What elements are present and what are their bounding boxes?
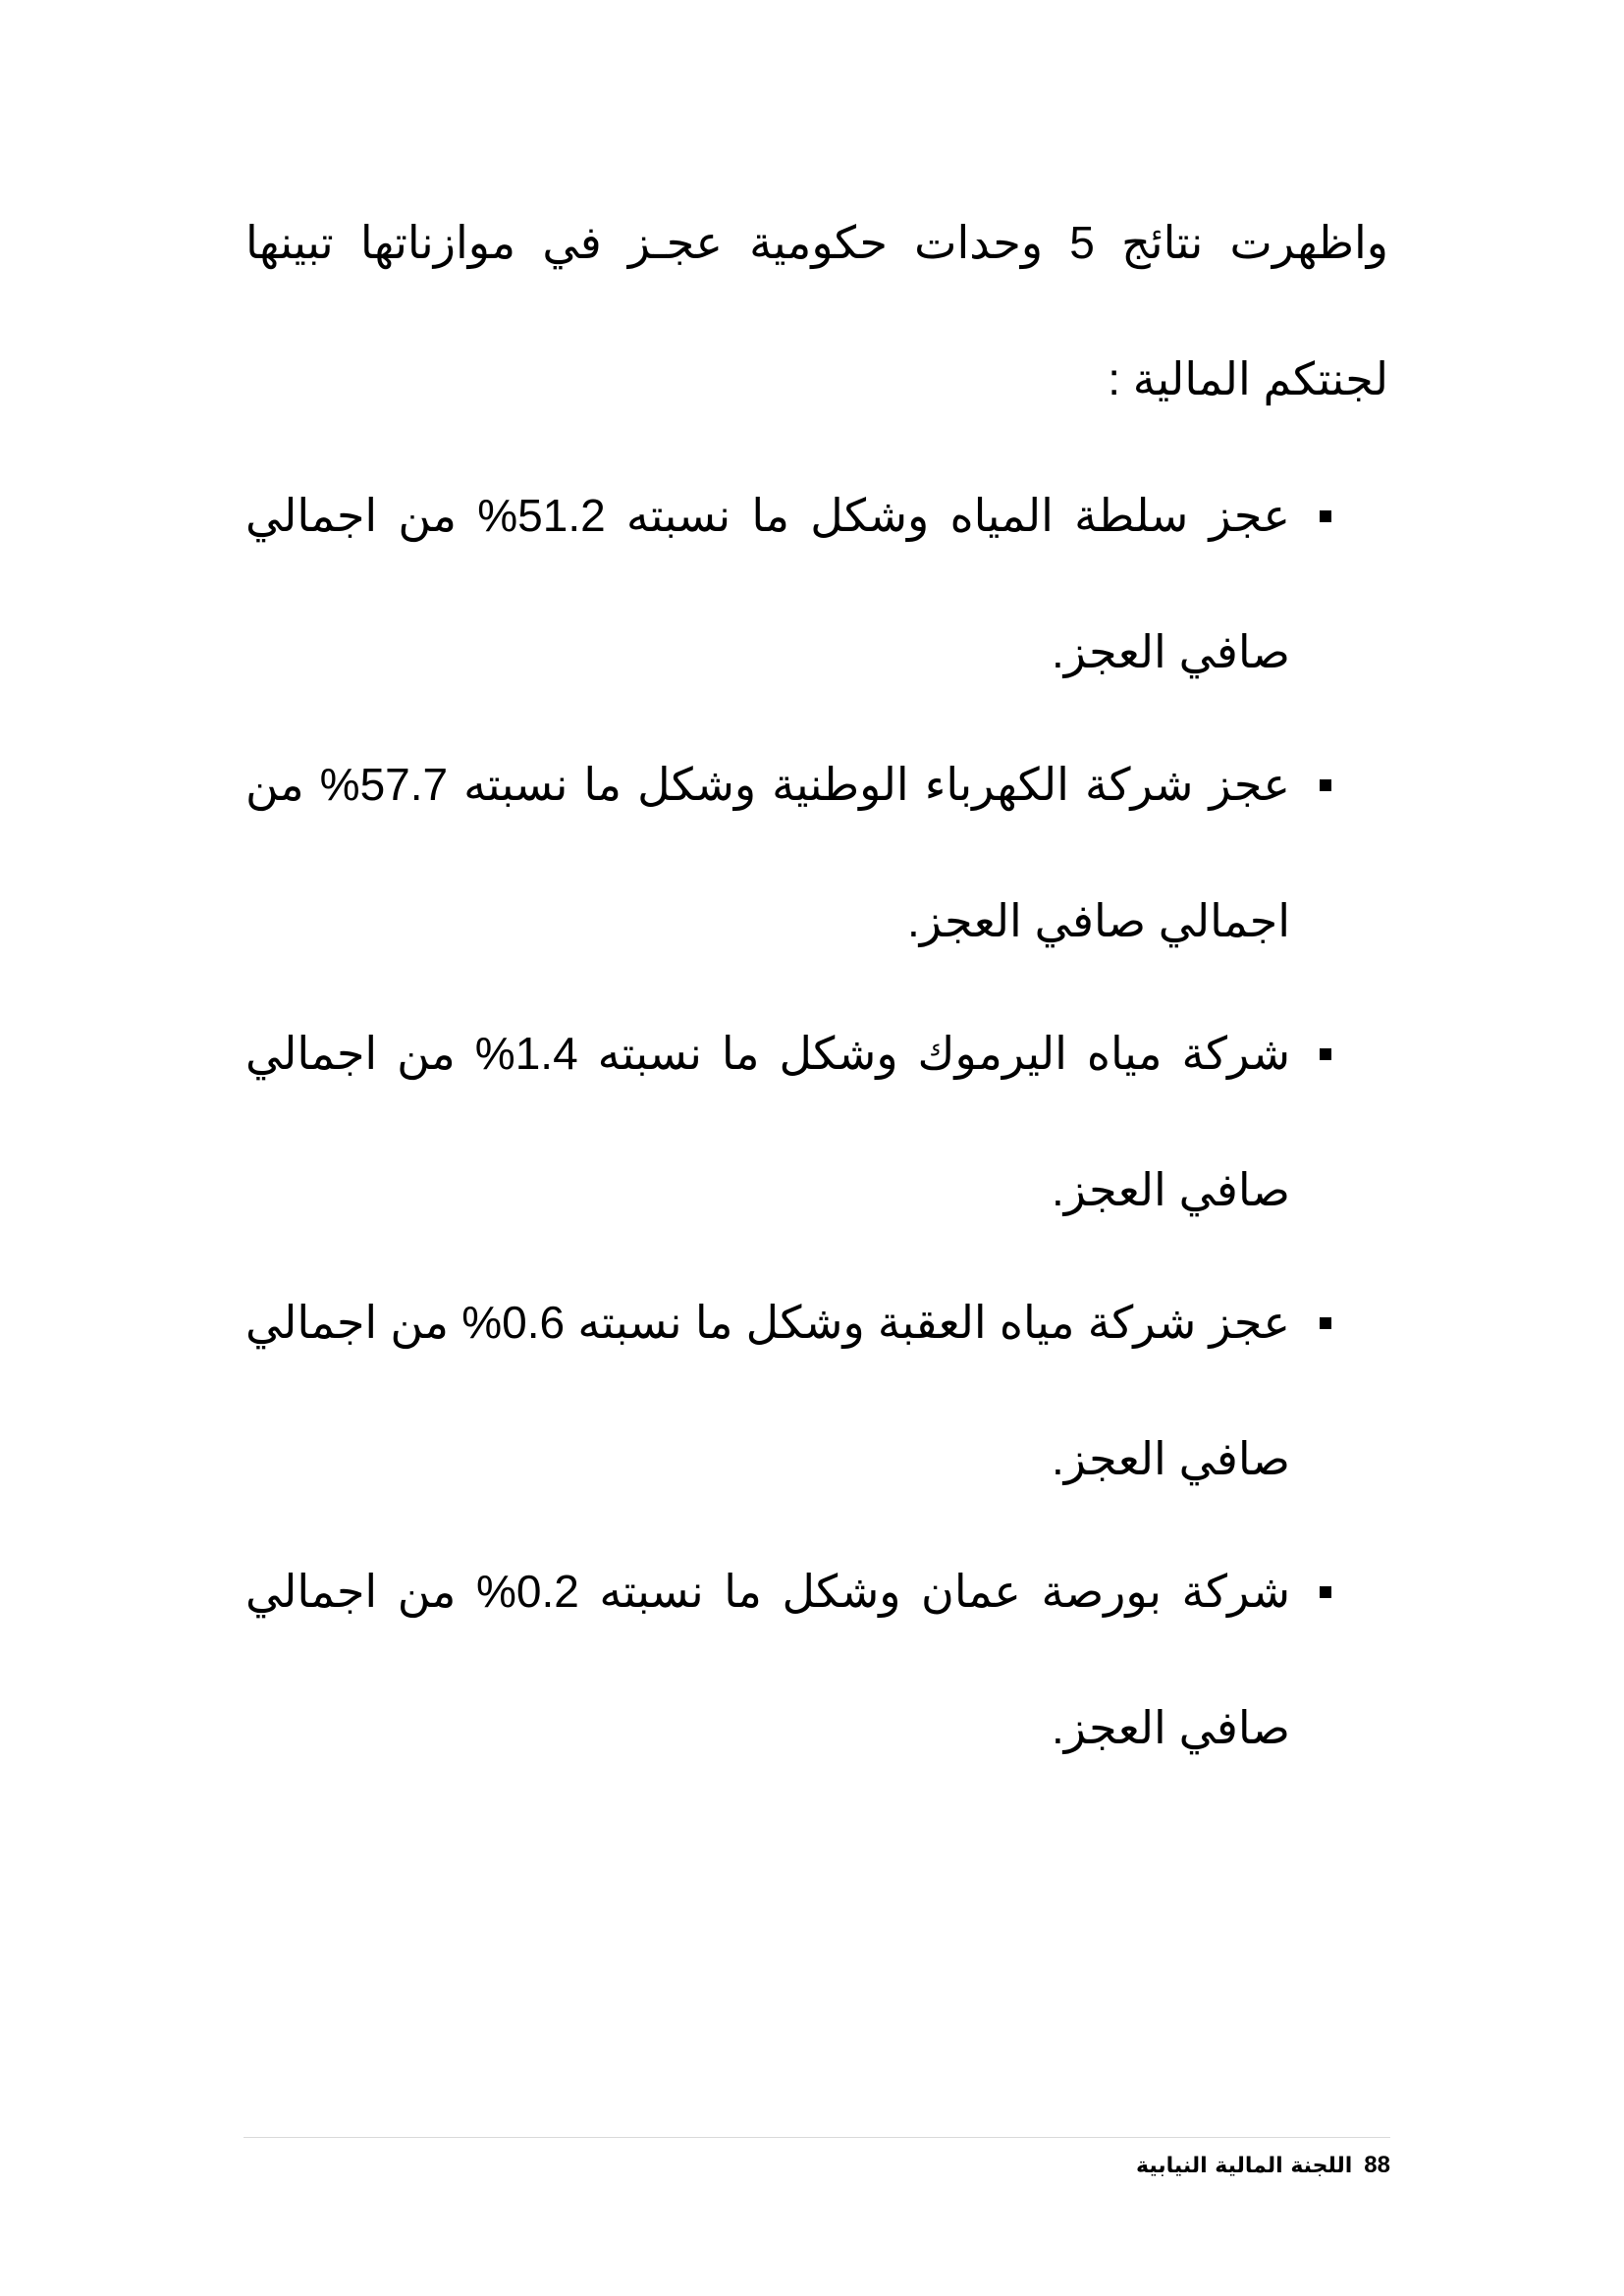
list-item-text: عجز شركة الكهرباء الوطنية وشكل ما نسبته 57.7% من اجمالي صافي العجز. xyxy=(245,759,1290,946)
page-number: 88 xyxy=(1364,2152,1390,2178)
square-bullet-icon xyxy=(1320,779,1331,791)
list-item xyxy=(245,1255,1290,1527)
list-item xyxy=(245,717,1290,989)
list-item xyxy=(245,1523,1290,1796)
list-item xyxy=(245,448,1290,721)
page-footer xyxy=(244,2137,1390,2179)
square-bullet-icon xyxy=(1320,1048,1331,1060)
committee-name: اللجنة المالية النيابية xyxy=(1136,2153,1353,2178)
square-bullet-icon xyxy=(1320,510,1331,522)
footer-content xyxy=(244,2152,1390,2179)
square-bullet-icon xyxy=(1320,1586,1331,1598)
list-item-text: عجز شركة مياه العقبة وشكل ما نسبته 0.6% من اجمالي صافي العجز. xyxy=(245,1297,1290,1484)
list-item-text: شركة مياه اليرموك وشكل ما نسبته 1.4% من اجمالي صافي العجز. xyxy=(245,1028,1290,1215)
intro-paragraph: واظهرت نتائج 5 وحدات حكومية عجـز في موازناتها تبينها لجنتكم المالية : xyxy=(245,217,1389,404)
list-item-text: شركة بورصة عمان وشكل ما نسبته 0.2% من اجمالي صافي العجز. xyxy=(245,1566,1290,1753)
list-item xyxy=(245,986,1290,1258)
deficit-list xyxy=(245,448,1388,1796)
page-body xyxy=(245,175,1388,1796)
list-item-text: عجز سلطة المياه وشكل ما نسبته 51.2% من اجمالي صافي العجز. xyxy=(245,490,1290,677)
square-bullet-icon xyxy=(1320,1317,1331,1329)
